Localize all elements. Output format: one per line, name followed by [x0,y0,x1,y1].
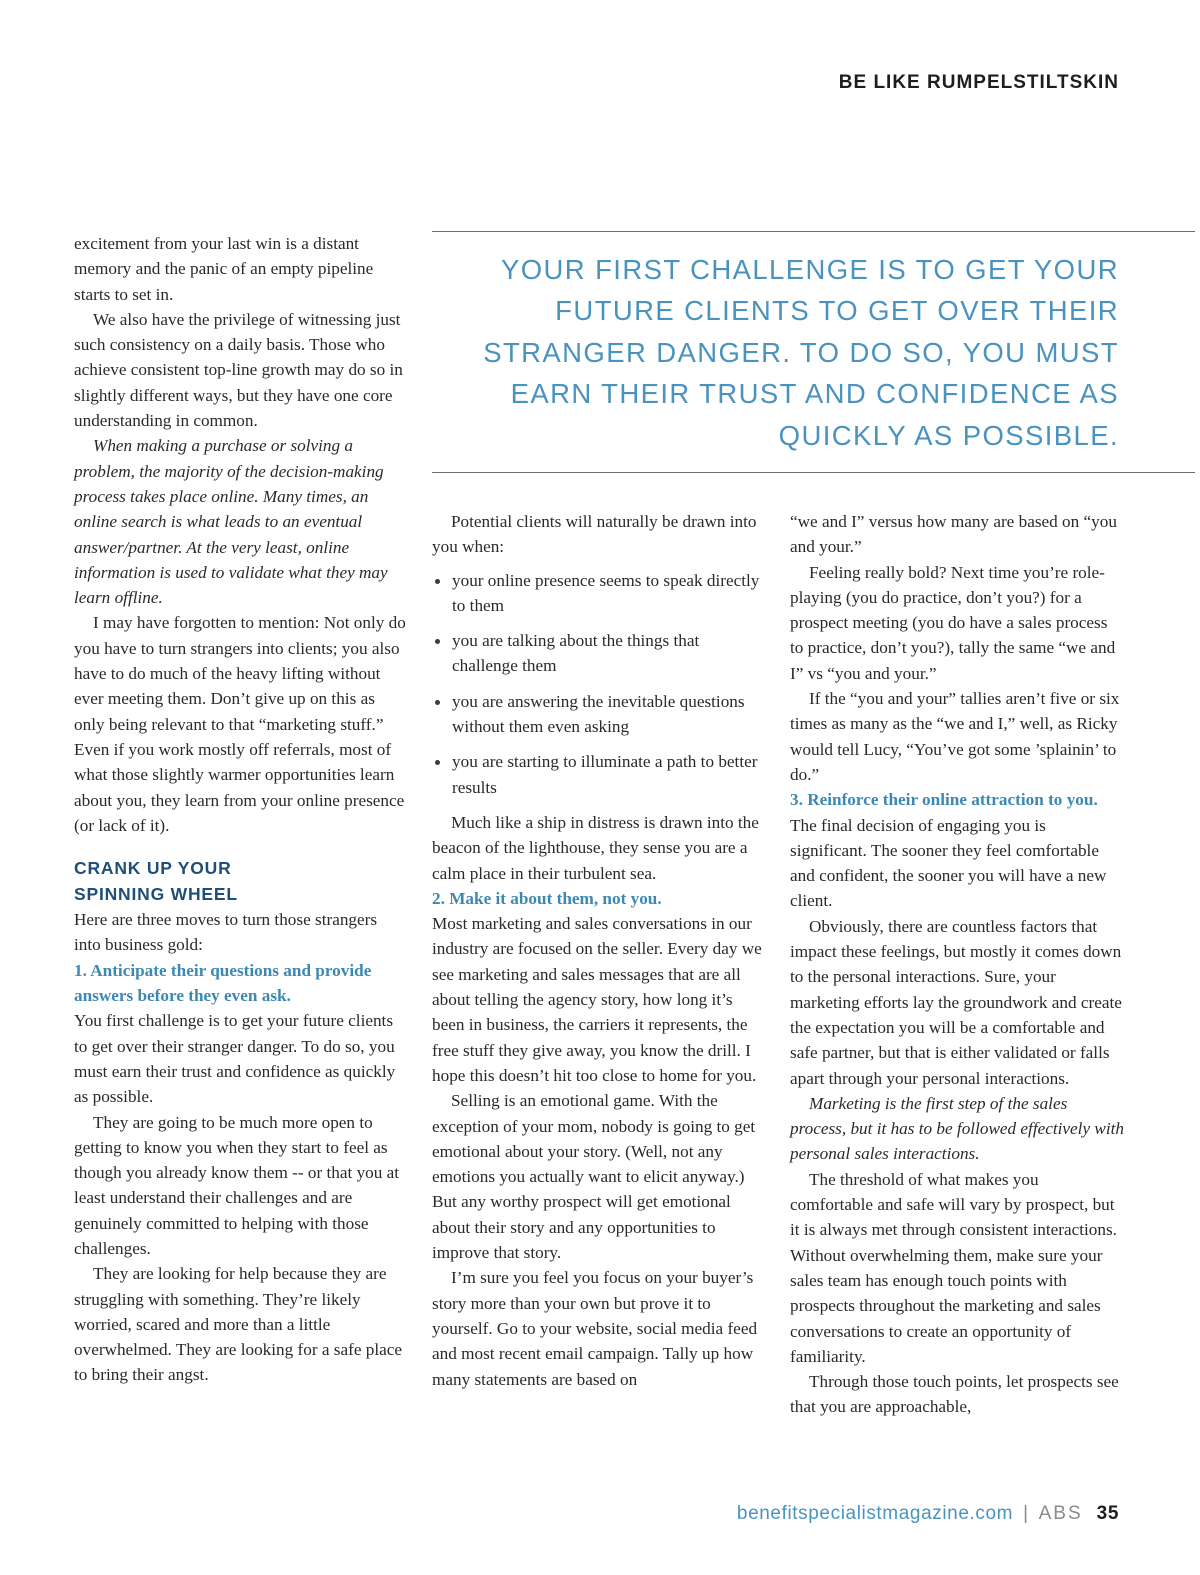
list-item: your online presence seems to speak directly to them [432,568,764,619]
column-middle [432,509,764,1392]
paragraph: Through those touch points, let prospects see that you are approachable, [790,1372,1119,1417]
page-footer [737,1503,1119,1525]
paragraph: Most marketing and sales conversations in our industry are focused on the seller. Every day we see marketing and sales messages that are all about telling the agency story, how long it’s been in business, the carriers it represents, the free stuff they give away, you know the drill. I hope this doesn’t hit too close to home for you. [432,914,762,1085]
paragraph: I’m sure you feel you focus on your buyer’s story more than your own but prove it to yourself. Go to your website, social media feed and most recent email campaign. Tally up how many statements are based on [432,1268,758,1389]
italic-paragraph: When making a purchase or solving a problem, the majority of the decision-making process takes place online. Many times, an online search is what leads to an eventual answer/partner. At the very least, online information is used to validate what they may learn offline. [74,436,388,608]
column-left [74,231,406,1388]
footer-separator: | [1023,1503,1029,1524]
paragraph: Much like a ship in distress is drawn into the beacon of the lighthouse, they sense you are a calm place in their turbulent sea. [432,812,759,883]
subheading-3: 3. Reinforce their online attraction to you. [790,790,1098,810]
list-item: you are answering the inevitable questions without them even asking [432,689,764,740]
section-heading [74,856,406,907]
pull-quote-top-rule [432,231,1195,232]
paragraph: They are going to be much more open to getting to know you when they start to feel as though you already know them -- or that you at least understand their challenges and are genuinely committed to helping with those challenges. [74,1112,400,1258]
section-heading-line: SPINNING WHEEL [74,883,238,904]
subheading-2: 2. Make it about them, not you. [432,888,662,908]
paragraph: You first challenge is to get your future clients to get over their stranger danger. To do so, you must earn their trust and confidence as quickly as possible. [74,1011,396,1107]
italic-paragraph: Marketing is the first step of the sales process, but it has to be followed effectively with personal sales interactions. [790,1093,1124,1164]
subheading-1: 1. Anticipate their questions and provide answers before they even ask. [74,960,372,1006]
paragraph: Potential clients will naturally be drawn into you when: [432,512,757,557]
running-head: BE LIKE RUMPELSTILTSKIN [838,72,1119,93]
paragraph: excitement from your last win is a distant memory and the panic of an empty pipeline starts to set in. [74,234,374,304]
paragraph: Here are three moves to turn those strangers into business gold: [74,910,378,955]
paragraph: The final decision of engaging you is significant. The sooner they feel comfortable and confident, the sooner you will have a new client. [790,815,1107,911]
paragraph: Feeling really bold? Next time you’re role-playing (you do practice, don’t you?) for a prospect meeting (you do have a sales process to practice, don’t you?), tally the same “we and I” vs “you and your.” [790,562,1116,683]
page-number: 35 [1096,1503,1119,1524]
bullet-list [432,568,764,800]
pull-quote-bottom-rule [432,472,1195,473]
publication-abbrev: ABS [1038,1503,1083,1524]
section-heading-line: CRANK UP YOUR [74,858,232,879]
column-right [790,509,1124,1420]
paragraph: Selling is an emotional game. With the exception of your mom, nobody is going to get emotional about your story. (Well, not any emotions you actually want to elicit anyway.) But any worthy prospect will get emotional about their story and any opportunities to improve that story. [432,1091,756,1263]
paragraph: We also have the privilege of witnessing just such consistency on a daily basis. Those who achieve consistent top-line growth may do so in slightly different ways, but they have one core understanding in common. [74,309,403,431]
paragraph: “we and I” versus how many are based on “you and your.” [790,512,1117,557]
paragraph: They are looking for help because they are struggling with something. They’re likely worried, scared and more than a little overwhelmed. They are looking for a safe place to bring their angst. [74,1264,403,1385]
list-item: you are talking about the things that challenge them [432,628,764,679]
website-link[interactable]: benefitspecialistmagazine.com [736,1503,1014,1524]
list-item: you are starting to illuminate a path to better results [432,749,764,800]
paragraph: I may have forgotten to mention: Not only do you have to turn strangers into clients; you also have to do much of the heavy lifting without ever meeting them. Don’t give up on this as only being relevant to that “marketing stuff.” Even if you work mostly off referrals, most of what those slightly warmer opportunities learn about you, they learn from your online presence (or lack of it). [74,613,406,835]
pull-quote: YOUR FIRST CHALLENGE IS TO GET YOUR FUTURE CLIENTS TO GET OVER THEIR STRANGER DANGER. TO DO SO, YOU MUST EARN THEIR TRUST AND CONFIDENCE AS QUICKLY AS POSSIBLE. [483,254,1119,451]
paragraph: Obviously, there are countless factors that impact these feelings, but mostly it comes down to the personal interactions. Sure, your marketing efforts lay the groundwork and create the expectation you will be a comfortable and safe partner, but that is either validated or falls apart through your personal interactions. [790,916,1122,1088]
paragraph: The threshold of what makes you comfortable and safe will vary by prospect, but it is always met through consistent interactions. Without overwhelming them, make sure your sales team has enough touch points with prospects throughout the marketing and sales conversations to create an opportunity of familiarity. [790,1169,1117,1366]
paragraph: If the “you and your” tallies aren’t five or six times as many as the “we and I,” well, as Ricky would tell Lucy, “You’ve got some ’splainin’ to do.” [790,689,1120,784]
